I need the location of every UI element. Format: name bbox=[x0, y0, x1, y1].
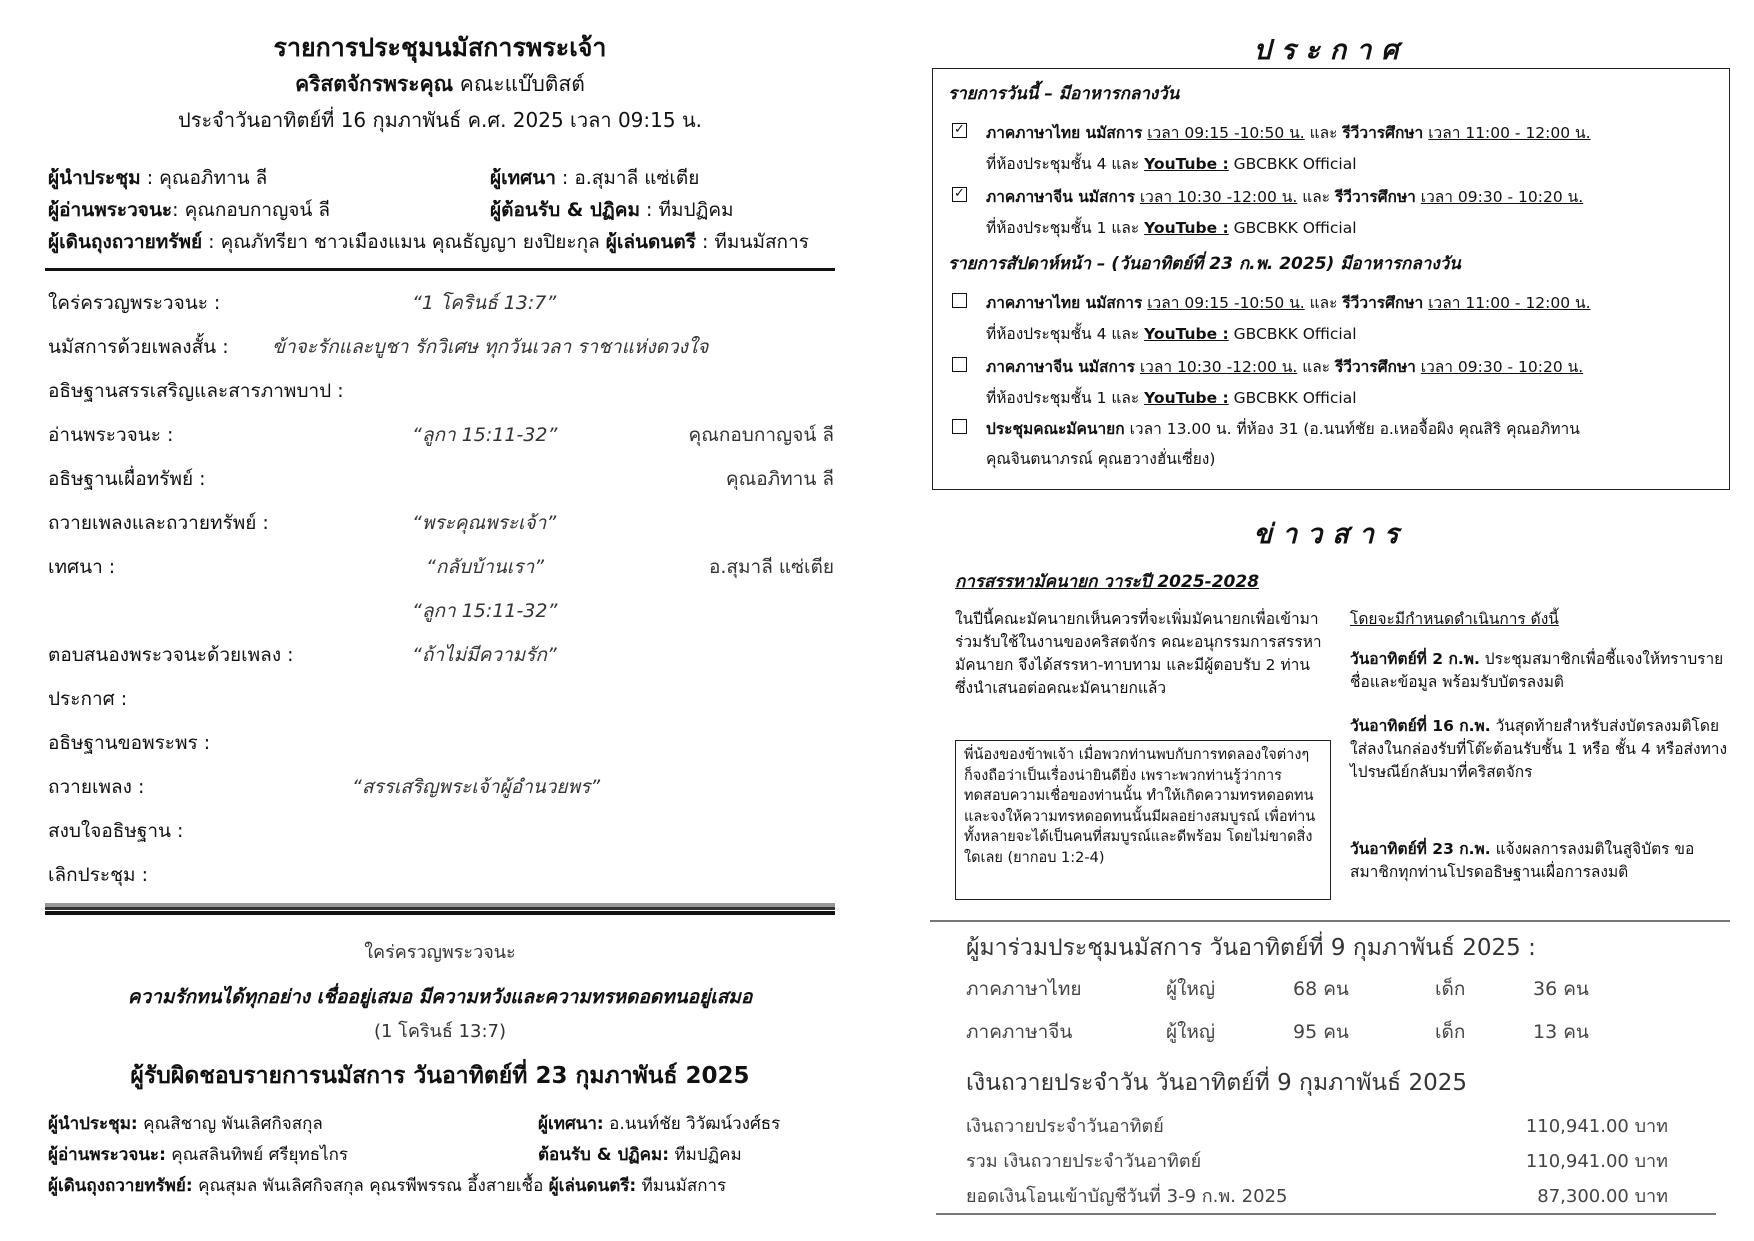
divider bbox=[930, 920, 1730, 922]
service-thai-next-location: ที่ห้องประชุมชั้น 4 และ YouTube : GBCBKK Official bbox=[986, 325, 1357, 343]
attendance-group: ภาคภาษาไทย bbox=[966, 978, 1082, 1000]
order-detail: “สรรเสริญพระเจ้าผู้อำนวยพร” bbox=[352, 776, 601, 798]
schedule-heading: โดยจะมีกำหนดดำเนินการ ดังนี้ bbox=[1350, 610, 1559, 628]
today-heading: รายการวันนี้ – มีอาหารกลางวัน bbox=[948, 84, 1180, 104]
offering-label: เงินถวายประจำวันอาทิตย์ bbox=[966, 1116, 1164, 1137]
offering-label: ยอดเงินโอนเข้าบัญชีวันที่ 3-9 ก.พ. 2025 bbox=[966, 1186, 1288, 1207]
attendance-adults: 95 คน bbox=[1293, 1021, 1349, 1043]
next-staff-reader: ผู้อ่านพระวจนะ: คุณสลินทิพย์ ศรียุทธไกร bbox=[48, 1145, 349, 1165]
order-detail: “ลูกา 15:11-32” bbox=[412, 424, 558, 446]
order-label: ตอบสนองพระวจนะด้วยเพลง : bbox=[48, 644, 294, 666]
order-label: อธิษฐานขอพระพร : bbox=[48, 732, 211, 754]
attendance-adult-label: ผู้ใหญ่ bbox=[1166, 978, 1216, 1000]
attendance-children: 36 คน bbox=[1533, 978, 1589, 1000]
divider bbox=[45, 903, 835, 915]
order-label: อธิษฐานสรรเสริญและสารภาพบาป : bbox=[48, 380, 344, 402]
offering-heading: เงินถวายประจำวัน วันอาทิตย์ที่ 9 กุมภาพันธ์ 2025 bbox=[966, 1070, 1467, 1096]
order-label: นมัสการด้วยเพลงสั้น : bbox=[48, 336, 229, 358]
staff-offering: ผู้เดินถุงถวายทรัพย์ : คุณภัทรียา ชาวเมืองแมน คุณธัญญา ยงปิยะกุล ผู้เล่นดนตรี : ทีมนมัสการ bbox=[48, 231, 809, 253]
next-staff-preacher: ผู้เทศนา: อ.นนท์ชัย วิวัฒน์วงศ์ธร bbox=[538, 1114, 781, 1134]
attendance-group: ภาคภาษาจีน bbox=[966, 1021, 1073, 1043]
committee-meeting-names: คุณจินตนาภรณ์ คุณฮวางฮั่นเซี่ยง) bbox=[986, 450, 1216, 468]
order-label: ถวายเพลง : bbox=[48, 776, 145, 798]
order-detail: “1 โครินธ์ 13:7” bbox=[412, 292, 557, 314]
attendance-adult-label: ผู้ใหญ่ bbox=[1166, 1021, 1216, 1043]
order-label: อธิษฐานเผื่อทรัพย์ : bbox=[48, 468, 206, 490]
scripture-box: พี่น้องของข้าพเจ้า เมื่อพวกท่านพบกับการทดลองใจต่างๆ ก็จงถือว่าเป็นเรื่องน่ายินดียิ่ง เพราะพวกท่านรู้ว่าการทดสอบความเชื่อของท่านนั้น ทำให้เกิดความทรหดอดทน และจงให้ความทรหดอดทนนั้นมีผลอย่างสมบูรณ์ เพื่อท่านทั้งหลายจะได้เป็นคนที่สมบูรณ์และดีพร้อม โดยไม่ขาดสิ่งใดเลย (ยากอบ 1:2-4) bbox=[955, 740, 1331, 900]
staff-leader: ผู้นำประชุม : คุณอภิทาน ลี bbox=[48, 167, 268, 189]
church-denomination: คณะแบ๊บติสต์ bbox=[453, 72, 585, 96]
checkbox-checked-icon: ✓ bbox=[952, 123, 967, 138]
staff-preacher: ผู้เทศนา : อ.สุมาลี แซ่เตีย bbox=[490, 167, 700, 189]
memory-verse-label: ใคร่ครวญพระวจนะ bbox=[364, 942, 516, 963]
order-label: เทศนา : bbox=[48, 556, 116, 578]
bulletin-title: รายการประชุมนมัสการพระเจ้า bbox=[273, 33, 607, 62]
order-detail: “ลูกา 15:11-32” bbox=[412, 600, 558, 622]
church-name bbox=[45, 68, 835, 101]
service-chinese-next-location: ที่ห้องประชุมชั้น 1 และ YouTube : GBCBKK Official bbox=[986, 389, 1357, 407]
order-person: คุณกอบกาญจน์ ลี bbox=[688, 424, 834, 446]
service-chinese-next: ภาคภาษาจีน นมัสการ เวลา 10:30 -12:00 น. และ รีวีวารศึกษา เวลา 09:30 - 10:20 น. bbox=[986, 358, 1584, 376]
next-staff-offering: ผู้เดินถุงถวายทรัพย์: คุณสุมล พันเลิศกิจสกุล คุณรพีพรรณ อึ้งสายเชื้อ ผู้เล่นดนตรี: ทีมนมัสการ bbox=[48, 1176, 727, 1196]
attendance-child-label: เด็ก bbox=[1435, 978, 1466, 1000]
attendance-heading: ผู้มาร่วมประชุมนมัสการ วันอาทิตย์ที่ 9 กุมภาพันธ์ 2025 : bbox=[966, 935, 1536, 961]
news-body: ในปีนี้คณะมัคนายกเห็นควรที่จะเพิ่มมัคนายกเพื่อเข้ามาร่วมรับใช้ในงานของคริสตจักร คณะอนุกรรมการสรรหามัคนายก จึงได้สรรหา-ทาบทาม และมีผู้ตอบรับ 2 ท่าน ซึ่งนำเสนอต่อคณะมัคนายกแล้ว bbox=[955, 610, 1322, 697]
offering-amount: 110,941.00 บาท bbox=[1525, 1151, 1668, 1172]
church-name-bold: คริสตจักรพระคุณ bbox=[295, 72, 454, 96]
staff-ushers: ผู้ต้อนรับ & ปฏิคม : ทีมปฏิคม bbox=[490, 199, 734, 221]
attendance-adults: 68 คน bbox=[1293, 978, 1349, 1000]
memory-verse: ความรักทนได้ทุกอย่าง เชื่ออยู่เสมอ มีความหวังและความทรหดอดทนอยู่เสมอ bbox=[127, 986, 753, 1008]
offering-label: รวม เงินถวายประจำวันอาทิตย์ bbox=[966, 1151, 1202, 1172]
order-person: อ.สุมาลี แซ่เตีย bbox=[708, 556, 834, 578]
order-detail: “ถ้าไม่มีความรัก” bbox=[412, 644, 557, 666]
next-staff-ushers: ต้อนรับ & ปฏิคม: ทีมปฏิคม bbox=[538, 1145, 742, 1165]
offering-amount: 110,941.00 บาท bbox=[1525, 1116, 1668, 1137]
service-date: ประจำวันอาทิตย์ที่ 16 กุมภาพันธ์ ค.ศ. 2025 เวลา 09:15 น. bbox=[178, 108, 702, 132]
schedule-item: วันอาทิตย์ที่ 16 ก.พ. วันสุดท้ายสำหรับส่งบัตรลงมติโดยใส่ลงในกล่องรับที่โต๊ะต้อนรับชั้น 1 หรือ ชั้น 4 หรือส่งทางไปรษณีย์กลับมาที่คริสตจักร bbox=[1350, 717, 1728, 781]
order-label: เลิกประชุม : bbox=[48, 864, 148, 886]
schedule-item: วันอาทิตย์ที่ 23 ก.พ. แจ้งผลการลงมติในสูจิบัตร ขอสมาชิกทุกท่านโปรดอธิษฐานเผื่อการลงมติ bbox=[1350, 840, 1695, 881]
order-detail: ข้าจะรักและบูชา รักวิเศษ ทุกวันเวลา ราชาแห่งดวงใจ bbox=[272, 336, 709, 358]
next-week-title: ผู้รับผิดชอบรายการนมัสการ วันอาทิตย์ที่ 23 กุมภาพันธ์ 2025 bbox=[130, 1063, 750, 1089]
order-detail: “พระคุณพระเจ้า” bbox=[412, 512, 557, 534]
next-week-heading: รายการสัปดาห์หน้า – (วันอาทิตย์ที่ 23 ก.พ. 2025) มีอาหารกลางวัน bbox=[948, 254, 1461, 274]
order-label: อ่านพระวจนะ : bbox=[48, 424, 174, 446]
attendance-child-label: เด็ก bbox=[1435, 1021, 1466, 1043]
divider bbox=[45, 268, 835, 271]
checkbox-checked-icon: ✓ bbox=[952, 187, 967, 202]
checkbox-empty-icon bbox=[952, 419, 967, 434]
memory-verse-ref: (1 โครินธ์ 13:7) bbox=[373, 1021, 507, 1042]
attendance-children: 13 คน bbox=[1533, 1021, 1589, 1043]
news-heading: การสรรหามัคนายก วาระปี 2025-2028 bbox=[955, 572, 1260, 592]
service-thai-today: ภาคภาษาไทย นมัสการ เวลา 09:15 -10:50 น. และ รีวีวารศึกษา เวลา 11:00 - 12:00 น. bbox=[986, 124, 1591, 142]
order-label: ถวายเพลงและถวายทรัพย์ : bbox=[48, 512, 269, 534]
committee-meeting: ประชุมคณะมัคนายก เวลา 13.00 น. ที่ห้อง 31 (อ.นนท์ชัย อ.เหอจื้อผิง คุณสิริ คุณอภิทาน bbox=[986, 420, 1580, 438]
news-title: ข่าวสาร bbox=[1253, 519, 1409, 550]
offering-amount: 87,300.00 บาท bbox=[1537, 1186, 1668, 1207]
announcements-title: ประกาศ bbox=[1253, 35, 1409, 66]
service-thai-today-location: ที่ห้องประชุมชั้น 4 และ YouTube : GBCBKK Official bbox=[986, 155, 1357, 173]
order-label: สงบใจอธิษฐาน : bbox=[48, 820, 184, 842]
next-staff-leader: ผู้นำประชุม: คุณสิชาญ พันเลิศกิจสกุล bbox=[48, 1114, 323, 1134]
divider bbox=[936, 1213, 1716, 1215]
service-thai-next: ภาคภาษาไทย นมัสการ เวลา 09:15 -10:50 น. และ รีวีวารศึกษา เวลา 11:00 - 12:00 น. bbox=[986, 294, 1591, 312]
order-label: ประกาศ : bbox=[48, 688, 128, 710]
order-label: ใคร่ครวญพระวจนะ : bbox=[48, 292, 221, 314]
schedule-item: วันอาทิตย์ที่ 2 ก.พ. ประชุมสมาชิกเพื่อชี้แจงให้ทราบรายชื่อและข้อมูล พร้อมรับบัตรลงมติ bbox=[1350, 650, 1724, 691]
checkbox-empty-icon bbox=[952, 293, 967, 308]
staff-reader: ผู้อ่านพระวจนะ: คุณกอบกาญจน์ ลี bbox=[48, 199, 331, 221]
checkbox-empty-icon bbox=[952, 357, 967, 372]
order-detail: “กลับบ้านเรา” bbox=[426, 556, 544, 578]
service-chinese-today-location: ที่ห้องประชุมชั้น 1 และ YouTube : GBCBKK Official bbox=[986, 219, 1357, 237]
service-chinese-today: ภาคภาษาจีน นมัสการ เวลา 10:30 -12:00 น. และ รีวีวารศึกษา เวลา 09:30 - 10:20 น. bbox=[986, 188, 1584, 206]
order-person: คุณอภิทาน ลี bbox=[725, 468, 834, 490]
